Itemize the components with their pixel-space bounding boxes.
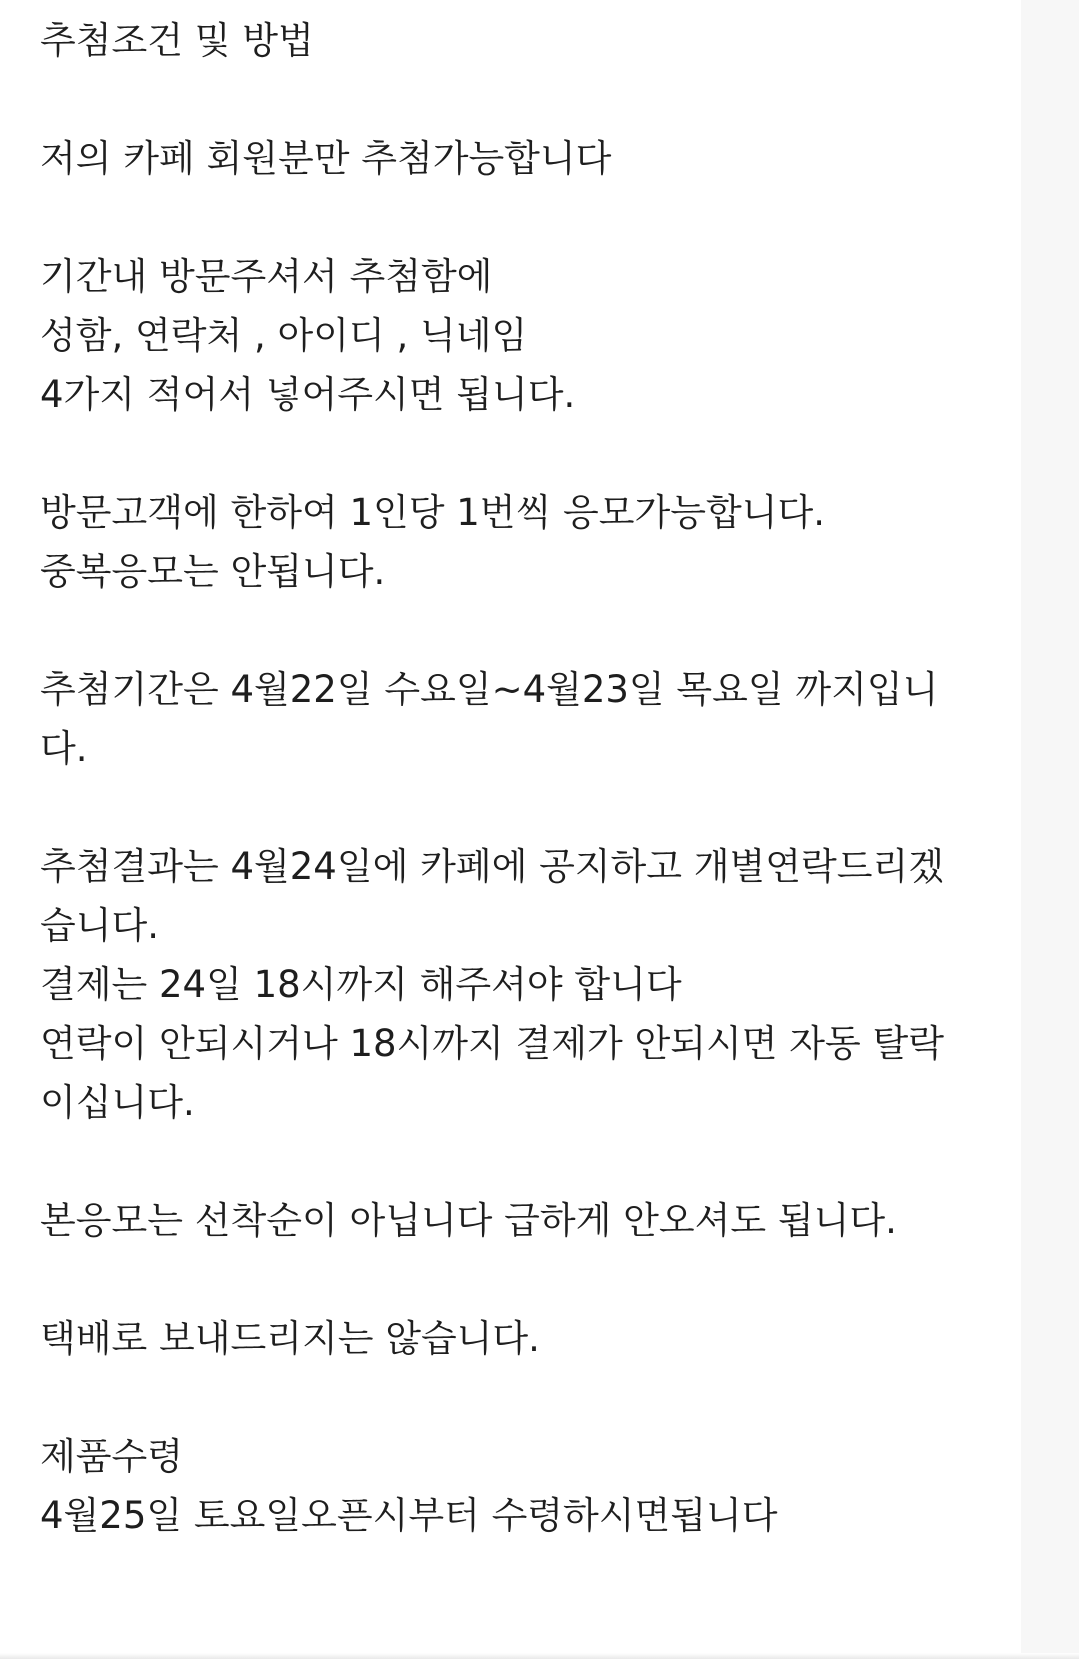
text-line: 습니다. — [40, 904, 159, 947]
text-line: 추첨기간은 4월22일 수요일~4월23일 목요일 까지입니 — [40, 668, 939, 711]
blank-line — [40, 1368, 1040, 1427]
text-line: 저의 카페 회원분만 추첨가능합니다 — [40, 137, 612, 180]
blank-line — [40, 1250, 1040, 1309]
blank-line — [40, 1132, 1040, 1191]
text-line: 본응모는 선착순이 아닙니다 급하게 안오셔도 됩니다. — [40, 1199, 897, 1242]
text-line: 중복응모는 안됩니다. — [40, 550, 386, 593]
text-line: 추첨결과는 4월24일에 카페에 공지하고 개별연락드리겠 — [40, 845, 944, 888]
section-title-product-pickup: 제품수령 — [40, 1435, 183, 1478]
blank-line — [40, 778, 1040, 837]
text-line: 4월25일 토요일오픈시부터 수령하시면됩니다 — [40, 1494, 778, 1537]
post-body — [40, 11, 1040, 1545]
blank-line — [40, 70, 1040, 129]
text-line: 4가지 적어서 넣어주시면 됩니다. — [40, 373, 576, 416]
section-title-draw-conditions: 추첨조건 및 방법 — [40, 19, 314, 62]
blank-line — [40, 601, 1040, 660]
blank-line — [40, 188, 1040, 247]
text-line: 다. — [40, 727, 88, 770]
text-line: 택배로 보내드리지는 않습니다. — [40, 1317, 540, 1360]
text-line: 방문고객에 한하여 1인당 1번씩 응모가능합니다. — [40, 491, 825, 534]
text-line: 성함, 연락처 , 아이디 , 닉네임 — [40, 314, 528, 357]
text-line: 연락이 안되시거나 18시까지 결제가 안되시면 자동 탈락 — [40, 1022, 944, 1065]
text-line: 기간내 방문주셔서 추첨함에 — [40, 255, 493, 298]
blank-line — [40, 424, 1040, 483]
bottom-divider — [0, 1653, 1079, 1659]
text-line: 결제는 24일 18시까지 해주셔야 합니다 — [40, 963, 682, 1006]
text-line: 이십니다. — [40, 1081, 195, 1124]
